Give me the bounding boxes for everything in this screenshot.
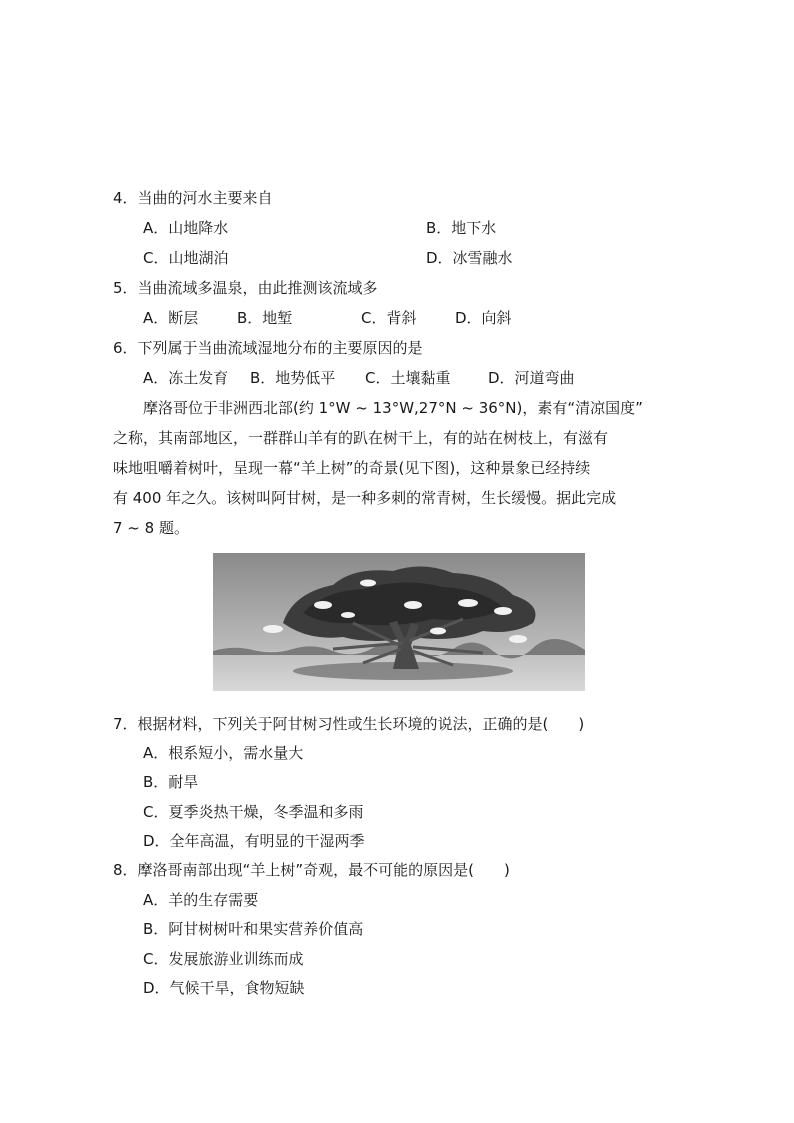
passage-line-1: 摩洛哥位于非洲西北部(约 1°W ~ 13°W,27°N ~ 36°N)，素有“清凉国度” (143, 399, 643, 417)
goats-in-argan-tree-photo (213, 553, 585, 691)
passage-line-2: 之称，其南部地区，一群群山羊有的趴在树干上，有的站在树枝上，有滋有 (113, 429, 609, 447)
question-5-option-a: A．断层 (143, 309, 199, 327)
question-4-option-c: C．山地湖泊 (143, 249, 229, 267)
question-7-option-c: C．夏季炎热干燥，冬季温和多雨 (143, 803, 364, 821)
question-4-stem: 4．当曲的河水主要来自 (113, 189, 273, 207)
question-6-option-b: B．地势低平 (250, 369, 336, 387)
question-5-stem: 5．当曲流域多温泉，由此推测该流域多 (113, 279, 378, 297)
passage-line-3: 味地咀嚼着树叶，呈现一幕“羊上树”的奇景(见下图)，这种景象已经持续 (113, 459, 591, 477)
question-4-option-a: A．山地降水 (143, 219, 229, 237)
question-6-option-d: D．河道弯曲 (488, 369, 575, 387)
question-8-option-a: A．羊的生存需要 (143, 891, 259, 909)
question-7-option-b: B．耐旱 (143, 773, 199, 791)
question-5-option-b: B．地堑 (237, 309, 293, 327)
question-6-option-a: A．冻土发育 (143, 369, 229, 387)
passage-line-5: 7 ~ 8 题。 (113, 519, 189, 537)
question-7-option-d: D．全年高温，有明显的干湿两季 (143, 832, 365, 850)
question-6-option-c: C．土壤黏重 (365, 369, 451, 387)
passage-line-4: 有 400 年之久。该树叫阿甘树，是一种多刺的常青树，生长缓慢。据此完成 (113, 489, 617, 507)
question-5-option-d: D．向斜 (455, 309, 512, 327)
question-8-option-d: D．气候干旱，食物短缺 (143, 979, 305, 997)
question-8-option-c: C．发展旅游业训练而成 (143, 950, 304, 968)
question-5-option-c: C．背斜 (361, 309, 417, 327)
question-4-option-d: D．冰雪融水 (426, 249, 513, 267)
question-8-stem: 8．摩洛哥南部出现“羊上树”奇观，最不可能的原因是( ) (113, 861, 510, 879)
question-8-option-b: B．阿甘树树叶和果实营养价值高 (143, 920, 364, 938)
question-7-option-a: A．根系短小，需水量大 (143, 744, 304, 762)
question-7-stem: 7．根据材料，下列关于阿甘树习性或生长环境的说法，正确的是( ) (113, 715, 585, 733)
question-4-option-b: B．地下水 (426, 219, 497, 237)
question-6-stem: 6．下列属于当曲流域湿地分布的主要原因的是 (113, 339, 423, 357)
